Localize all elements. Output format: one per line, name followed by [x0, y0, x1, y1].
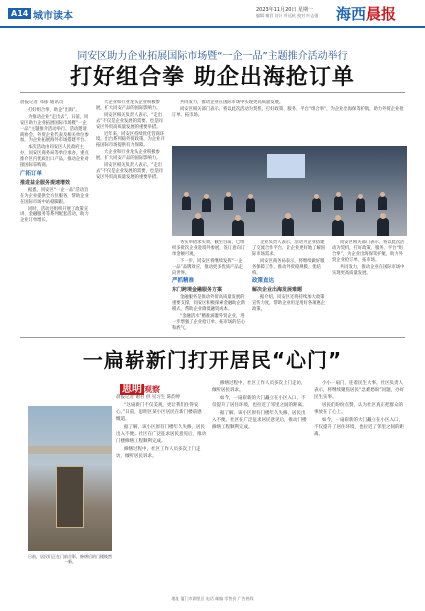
paragraph: 大企业和行业龙头企业积极参展，扩大同安产品的国际影响力。 — [96, 150, 161, 162]
editor-credits: 编辑 谢君 设计 叶远杭 校对 叶志强 — [256, 13, 319, 18]
paragraph: 修缮过程中，社区工作人员多次上门走访，倾听居民诉求。 — [212, 381, 306, 393]
paragraph: 同安区相关部门表示，将以此次活动为契机，打好政策、服务、平台“组合拳”，为企业出海保驾护航，助力外贸企业抢订单、拓市场。 — [172, 106, 404, 118]
paragraph: 近年来，同安区持续优化营商环境，出台系列稳外贸政策，为企业开拓国际市场提供有力保障。 — [96, 131, 165, 149]
paragraph: 据介绍，同安区还将持续加大政策宣传力度，帮助企业用足用好各项惠企政策。 — [252, 295, 326, 313]
story1-column-4 — [252, 240, 326, 334]
paragraph: 企业负责人表示，活动为企业搭建了交流合作平台，让企业更好地了解国际市场需求。 — [252, 240, 326, 257]
paragraph: 共同发力，推动企业在国际市场中实现更高质量发展。 — [180, 100, 284, 105]
paragraph: 据悉，同安区“一企一品”活动旨在为企业提供全方位服务，帮助企业在国际市场中站稳脚跟。 — [20, 187, 89, 205]
paragraph: 下一步，同安区将继续发挥“一企一品”品牌效应，推动更多优质产品走向世界。 — [172, 258, 243, 276]
issue-date: 2023年11月20日 星期一 — [256, 7, 314, 13]
page-footer: 地址 厦门市湖里区 电话 邮编 零售价 广告热线 — [171, 596, 254, 601]
door-shape — [56, 466, 84, 528]
paragraph: 同安区相关部门表示，将以此次活动为契机，打好政策、服务、平台“组合拳”，为企业出海保驾护航，助力外贸企业抢订单、拓市场。 — [332, 240, 405, 263]
paragraph: “金融活水”精准滴灌外贸企业，进一步增强了企业抢订单、拓市场的信心和底气。 — [172, 313, 246, 331]
newspaper-logo: 海西晨报 — [336, 5, 397, 23]
paragraph: 据了解，该小区原有门楼年久失修，居民出入不便。社区在广泛征求居民意见后，推动门楼修缮工程顺利完成。 — [212, 411, 307, 430]
subhead-title: 推进益企服务提速增效 — [20, 179, 71, 186]
subhead-label: 广拓订单 — [20, 170, 43, 177]
paragraph: 打好组合拳，助企“出海”。 — [28, 107, 80, 113]
masthead — [0, 0, 425, 28]
story1-column-2b — [172, 100, 407, 144]
subhead-label: 严抓精准 — [172, 278, 195, 285]
paragraph: 同时，活动还组织开展了政策宣讲、金融服务等系列配套活动，助力企业订单增长。 — [20, 206, 89, 224]
story2-column-3 — [314, 380, 407, 592]
paragraph: 据了解，该小区原有门楼年久失修，居民出入不便。社区在广泛征求居民意见后，推动门楼修缮工程顺利完成。 — [116, 425, 206, 444]
story2-column-2 — [212, 380, 308, 592]
story-divider — [20, 337, 405, 338]
paragraph: 大企业和行业龙头企业积极参展，扩大同安产品的国际影响力。 — [96, 100, 161, 111]
paragraph: 本次活动由同安区人民政府主办，同安区商务局等单位承办，重点推介区内优质出口产品，推动企业对接国际采购商。 — [20, 145, 89, 169]
story1-column-5 — [332, 240, 407, 334]
paragraph: 修缮过程中，社区工作人员多次上门走访，倾听居民诉求。 — [116, 447, 201, 459]
paragraph: 共同发力，推动企业在国际市场中实现更高质量发展。 — [332, 264, 405, 276]
story2-byline: 晨报记者 谢君 供 见习生 陈韵婷 — [116, 395, 181, 400]
column-logo: 思明 观察 — [122, 384, 160, 395]
story1-column-2 — [96, 100, 166, 332]
story2-column-1 — [116, 402, 206, 592]
paragraph: 为推动企业“走出去”，日前，同安区助力企业拓展国际市场暨“一企一品”主题推介活动举行。活动邀请商协会、外贸企业代表及相关单位参加，为企业拓展海外市场搭建平台。 — [20, 114, 89, 144]
story2-headline: 一扁崭新门打开居民“心门” — [82, 348, 343, 372]
story1-column-3 — [172, 240, 246, 334]
photo-caption: 日前，居民们正在门前合影，修缮后的门楼焕然一新。 — [28, 554, 112, 564]
paragraph: 小小一扇门，连着民生大事。社区负责人表示，将继续聚焦居民“急难愁盼”问题，办好民生实事。 — [314, 381, 405, 400]
paragraph: 务实举措求实效，截至目前，已组织多批次企业赴境外参展，签订意向订单金额可观。 — [172, 240, 246, 257]
page-number-badge: A14 — [8, 8, 31, 19]
paragraph: 金融服务是推动外贸高质量发展的重要支撑，同安区积极探索金融助企新模式，帮助企业降低融资成本。 — [172, 295, 246, 313]
story1-kicker: 同安区助力企业拓展国际市场暨“一企一品”主题推介活动举行 — [77, 51, 348, 62]
paragraph: 同安区商务局表示，将继续做好服务保障工作，推动外贸稳规模、优结构。 — [252, 258, 325, 276]
projection-screen — [267, 154, 305, 178]
paragraph: 如今，一扇崭新的大门矗立在小区入口，不仅提升了居住环境，也拉近了邻里之间的距离。 — [212, 396, 307, 408]
paragraph: 同安区相关负责人表示，“走出去”不仅是企业发展的需要，也是同安区外贸高质量发展的重要举措。 — [96, 112, 163, 130]
section-name: 城市读本 — [33, 11, 73, 22]
masthead-rule — [0, 26, 425, 28]
new-door-photo — [28, 406, 112, 551]
subhead-title: 东门跨境金融服务方案 — [172, 287, 223, 294]
story1-column-1 — [20, 100, 90, 332]
subhead-title: 解决企业出海发展难题 — [252, 287, 303, 294]
story1-headline: 打好组合拳 助企出海抢订单 — [70, 65, 355, 90]
paragraph: “这扇新门不仅美观，更让我们住得安心。”日前，思明区某小区居民在新门楼前感慨道。 — [116, 403, 202, 422]
conference-photo — [172, 146, 407, 236]
headline-divider — [20, 92, 405, 93]
paragraph: 居民们纷纷点赞，认为社区真正把群众的事放在了心上。 — [314, 403, 403, 415]
paragraph: 同安区相关负责人表示，“走出去”不仅是企业发展的需要，也是同安区外贸高质量发展的重要举措。 — [96, 163, 163, 180]
paragraph: 如今，一扇崭新的大门矗立在小区入口，不仅提升了居住环境，也拉近了邻里之间的距离。 — [314, 418, 404, 437]
subhead-label: 政策直达 — [252, 278, 275, 285]
story1-byline: 晨报记者 邓郁 通讯员 — [20, 100, 64, 105]
